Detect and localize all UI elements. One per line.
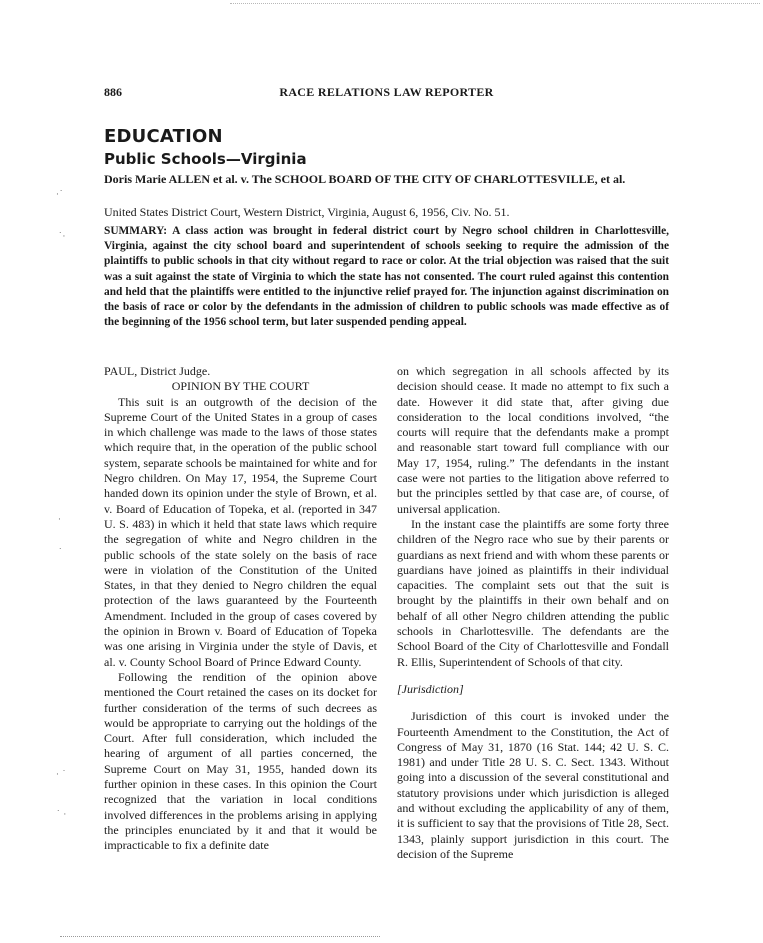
section-subtitle: Public Schools—Virginia	[104, 150, 307, 168]
scan-edge-top	[230, 3, 760, 4]
margin-speck: ·	[58, 515, 61, 525]
right-column	[397, 364, 669, 862]
opinion-paragraph: Following the rendition of the opinion above mentioned the Court retained the cases on its docket for further consideration of the terms of such decrees as would be appropriate to carrying out the holdings of the Court. After full consideration, which included the hearing of argument of all parties concerned, the Supreme Court on May 31, 1955, handed down its further opinion in these cases. In this opinion the Court recognized that the variation in local conditions involved differences in the problems arising in applying the principles enunciated by it and that it would be impracticable to fix a definite date	[104, 669, 377, 853]
section-title: EDUCATION	[104, 126, 223, 147]
left-column	[104, 364, 377, 854]
case-summary: SUMMARY: A class action was brought in federal district court by Negro school children in Charlottesville, Virginia, against the city school board and superintendent of schools seeking to require the admission of the plaintiffs to public schools in that city without regard to race or color. At the trial objection was raised that the suit was a suit against the state of Virginia to which the state has not consented. The court ruled against this contention and held that the plaintiffs were entitled to the injunctive relief prayed for. The injunction against discrimination on the basis of race or color by the defendants in the admission of children to public schools was made effective as of the beginning of the 1956 school term, but later suspended pending appeal.	[104, 225, 669, 329]
opinion-heading: OPINION BY THE COURT	[171, 379, 310, 394]
jurisdiction-heading: [Jurisdiction]	[397, 681, 464, 696]
margin-speck: · ˙	[56, 770, 67, 780]
journal-title: RACE RELATIONS LAW REPORTER	[279, 85, 494, 99]
margin-speck: ˙	[58, 548, 63, 558]
margin-speck: ˙ ·	[56, 810, 67, 820]
court-line: United States District Court, Western District, Virginia, August 6, 1956, Civ. No. 51.	[104, 205, 510, 219]
case-title: Doris Marie ALLEN et al. v. The SCHOOL BOARD OF THE CITY OF CHARLOTTESVILLE, et al.	[104, 172, 626, 186]
running-head	[104, 85, 669, 101]
page-number: 886	[104, 85, 122, 99]
opinion-paragraph: This suit is an outgrowth of the decision of the Supreme Court of the United States in a group of cases in which challenge was made to the laws of those states which require that, in the operation of the public school system, separate schools be maintained for white and for Negro children. On May 17, 1954, the Supreme Court handed down its opinion under the style of Brown, et al. v. Board of Education of Topeka, et al. (reported in 347 U. S. 483) in which it held that state laws which require the segregation of white and Negro children in the public schools of the state solely on the basis of race were in violation of the Constitution of the United States, in that they denied to Negro children the equal protection of the laws guaranteed by the Fourteenth Amendment. Included in the group of cases covered by the opinion in Brown v. Board of Education of Topeka was one arising in Virginia under the style of Davis, et al. v. County School Board of Prince Edward County.	[104, 394, 377, 669]
margin-speck: ˙·	[58, 232, 66, 242]
judge-name: PAUL, District Judge.	[104, 364, 211, 378]
opinion-paragraph: on which segregation in all schools affected by its decision should cease. It made no attempt to fix such a date. However it did state that, after giving due consideration to the local conditions involved, “the courts will require that the defendants make a prompt and reasonable start toward full compliance with our May 17, 1954, ruling.” The defendants in the instant case were not parties to the litigation above referred to but the principles settled by that case are, of course, of universal application.	[397, 364, 669, 516]
scan-edge-bottom	[60, 936, 380, 937]
opinion-paragraph: Jurisdiction of this court is invoked under the Fourteenth Amendment to the Constitution, the Act of Congress of May 31, 1870 (16 Stat. 144; 42 U. S. C. 1981) and under Title 28 U. S. C. Sect. 1343. Without going into a discussion of the several constitutional and statutory provisions under which jurisdiction is alleged and without excluding the applicability of any of them, it is sufficient to say that the provisions of Title 28, Sect. 1343, plainly support jurisdiction in this court. The decision of the Supreme	[397, 709, 669, 861]
margin-speck: ·˙	[56, 190, 64, 200]
opinion-paragraph: In the instant case the plaintiffs are some forty three children of the Negro race who sue by their parents or guardians as next friend and with whom these parents or guardians have joined as plaintiffs in their individual capacities. The complaint sets out that the suit is brought by the plaintiffs in their own behalf and on behalf of all other Negro children attending the public schools in Charlottesville. The defendants are the School Board of the City of Charlottesville and Fondall R. Ellis, Superintendent of Schools of that city.	[397, 516, 669, 669]
